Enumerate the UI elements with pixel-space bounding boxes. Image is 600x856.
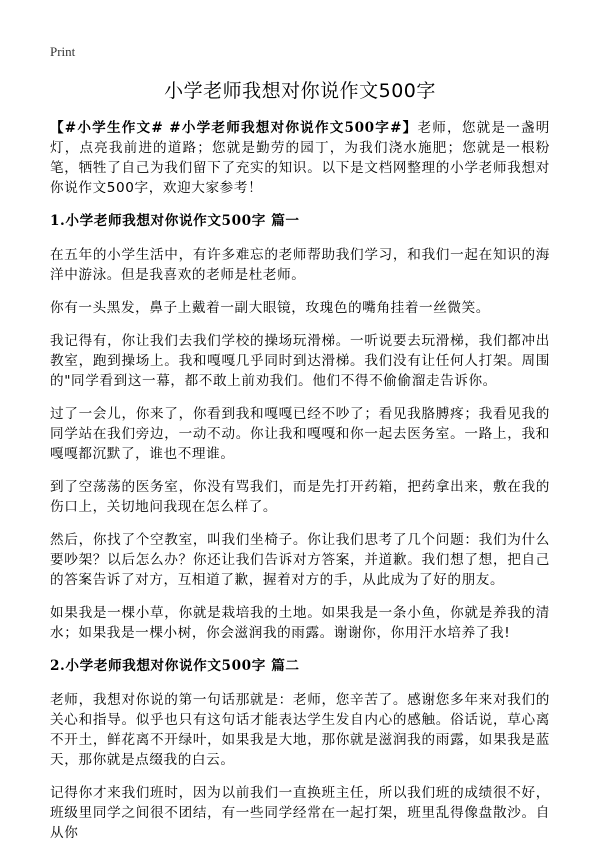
intro-text: 老师，您就是一盏明灯，点亮我前进的道路；您就是勤劳的园丁，为我们浇水施肥；您就是一根粉笔，牺牲了自己为我们留下了充实的知识。以下是文档网整理的小学老师我想对你说作文500字，欢迎大家参考！ — [50, 120, 550, 196]
section-heading-2: 2.小学老师我想对你说作文500字 篇二 — [50, 658, 300, 674]
paragraph: 然后，你找了个空教室，叫我们坐椅子。你让我们思考了几个问题：我们为什么要吵架？以后怎么办？你还让我们告诉对方答案，并道歉。我们想了想，把自己的答案告诉了对方，互相道了歉，握着对方的手，从此成为了好的朋友。 — [50, 532, 550, 588]
paragraph: 在五年的小学生活中，有许多难忘的老师帮助我们学习，和我们一起在知识的海洋中游泳。但是我喜欢的老师是杜老师。 — [50, 247, 550, 283]
intro-paragraph — [50, 118, 550, 198]
article-body — [50, 118, 550, 856]
paragraph: 你有一头黑发，鼻子上戴着一副大眼镜，玫瑰色的嘴角挂着一丝微笑。 — [50, 300, 491, 316]
paragraph: 记得你才来我们班时，因为以前我们一直换班主任，所以我们班的成绩很不好，班级里同学之间很不团结，有一些同学经常在一起打架，班里乱得像盘散沙。自从你 — [50, 785, 550, 841]
paragraph: 如果我是一棵小草，你就是栽培我的土地。如果我是一条小鱼，你就是养我的清水；如果我是一棵小树，你会滋润我的雨露。谢谢你，你用汗水培养了我! — [50, 605, 550, 641]
section-heading-1: 1.小学老师我想对你说作文500字 篇一 — [50, 213, 300, 229]
paragraph: 过了一会儿，你来了，你看到我和嘎嘎已经不吵了；看见我胳膊疼；我看见我的同学站在我们旁边，一动不动。你让我和嘎嘎和你一起去医务室。一路上，我和嘎嘎都沉默了，谁也不理谁。 — [50, 406, 550, 462]
paragraph: 老师，我想对你说的第一句话那就是：老师，您辛苦了。感谢您多年来对我们的关心和指导。似乎也只有这句话才能表达学生发自内心的感触。俗话说，草心离不开土，鲜花离不开绿叶，如果我是大地，那你就是滋润我的雨露，如果我是蓝天，那你就是点缀我的白云。 — [50, 692, 550, 768]
intro-tag: 【#小学生作文# #小学老师我想对你说作文500字#】 — [50, 120, 418, 136]
paragraph: 到了空荡荡的医务室，你没有骂我们，而是先打开药箱，把药拿出来，敷在我的伤口上，关切地问我现在怎么样了。 — [50, 479, 550, 515]
page-title: 小学老师我想对你说作文500字 — [164, 80, 436, 102]
print-label: Print — [50, 44, 76, 59]
paragraph: 我记得有，你让我们去我们学校的操场玩滑梯。一听说要去玩滑梯，我们都冲出教室，跑到操场上。我和嘎嘎几乎同时到达滑梯。我们没有让任何人打架。周围的"同学看到这一幕，都不敢上前劝我们。他们不得不偷偷溜走告诉你。 — [50, 333, 550, 389]
